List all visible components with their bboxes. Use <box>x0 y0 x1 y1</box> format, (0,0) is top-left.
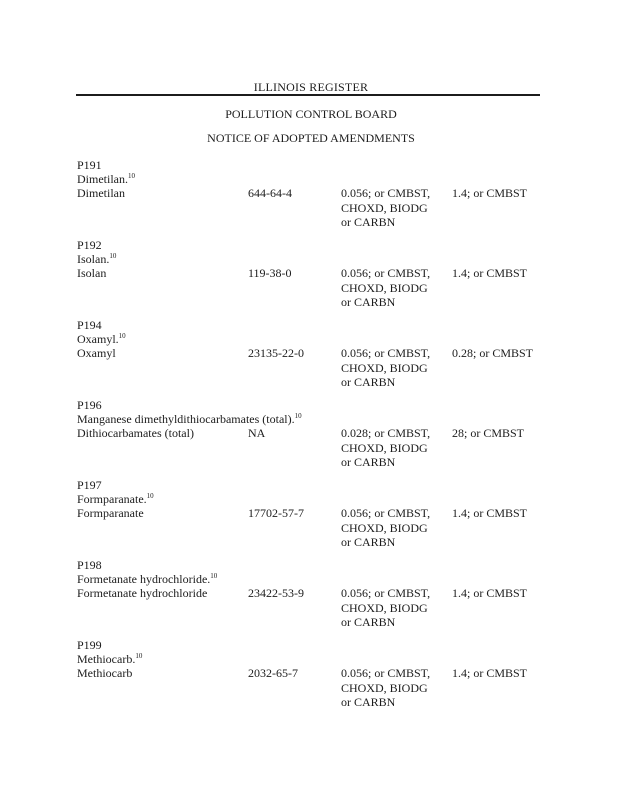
nonwastewater-standard: 1.4; or CMBST <box>452 586 528 600</box>
constituent-name: Isolan <box>77 266 107 280</box>
waste-code-entries <box>77 158 557 718</box>
constituent-name: Formparanate <box>77 506 144 520</box>
header-rule <box>76 94 540 96</box>
waste-entry <box>77 558 557 638</box>
waste-description-text: Formetanate hydrochloride. <box>77 572 211 586</box>
footnote-marker: 10 <box>109 252 117 260</box>
wastewater-line: 0.056; or CMBST, <box>341 586 431 600</box>
wastewater-line: CHOXD, BIODG <box>341 600 428 615</box>
nonwastewater-standard: 0.28; or CMBST <box>452 346 534 360</box>
wastewater-line: CHOXD, BIODG <box>341 680 428 695</box>
waste-description-text: Isolan. <box>77 252 110 266</box>
wastewater-line: CHOXD, BIODG <box>341 200 428 215</box>
nonwastewater-standard: 1.4; or CMBST <box>452 666 528 680</box>
cas-number: 119-38-0 <box>248 266 292 280</box>
wastewater-line: 0.056; or CMBST, <box>341 186 431 200</box>
wastewater-line: CHOXD, BIODG <box>341 520 428 535</box>
cas-number: 23135-22-0 <box>248 346 304 360</box>
wastewater-line: CHOXD, BIODG <box>341 280 428 295</box>
wastewater-line: or CARBN <box>341 535 396 549</box>
wastewater-standard <box>341 186 451 230</box>
waste-code: P196 <box>77 398 102 412</box>
notice-title: NOTICE OF ADOPTED AMENDMENTS <box>207 131 415 145</box>
waste-description <box>77 492 154 507</box>
wastewater-line: or CARBN <box>341 455 396 469</box>
wastewater-line: CHOXD, BIODG <box>341 440 428 455</box>
wastewater-line: 0.028; or CMBST, <box>341 426 431 440</box>
cas-number: 17702-57-7 <box>248 506 304 520</box>
waste-description-text: Methiocarb. <box>77 652 136 666</box>
cas-number: 23422-53-9 <box>248 586 304 600</box>
board-name: POLLUTION CONTROL BOARD <box>225 107 397 121</box>
waste-description-text: Oxamyl. <box>77 332 119 346</box>
wastewater-line: or CARBN <box>341 615 396 629</box>
wastewater-line: or CARBN <box>341 215 396 229</box>
register-title: ILLINOIS REGISTER <box>253 80 369 94</box>
wastewater-line: 0.056; or CMBST, <box>341 266 431 280</box>
wastewater-standard <box>341 666 451 710</box>
wastewater-line: or CARBN <box>341 695 396 709</box>
cas-number: NA <box>248 426 266 440</box>
footnote-marker: 10 <box>118 332 126 340</box>
waste-description <box>77 252 116 267</box>
wastewater-line: 0.056; or CMBST, <box>341 666 431 680</box>
cas-number: 644-64-4 <box>248 186 292 200</box>
waste-description <box>77 412 302 427</box>
wastewater-line: CHOXD, BIODG <box>341 360 428 375</box>
waste-description-text: Dimetilan. <box>77 172 128 186</box>
constituent-name: Dithiocarbamates (total) <box>77 426 194 440</box>
waste-description <box>77 332 126 347</box>
wastewater-line: or CARBN <box>341 375 396 389</box>
wastewater-standard <box>341 506 451 550</box>
nonwastewater-standard: 1.4; or CMBST <box>452 266 528 280</box>
wastewater-standard <box>341 586 451 630</box>
footnote-marker: 10 <box>210 572 218 580</box>
waste-entry <box>77 158 557 238</box>
footnote-marker: 10 <box>128 172 135 180</box>
nonwastewater-standard: 1.4; or CMBST <box>452 186 528 200</box>
waste-entry <box>77 398 557 478</box>
waste-code: P199 <box>77 638 102 652</box>
nonwastewater-standard: 1.4; or CMBST <box>452 506 528 520</box>
wastewater-line: or CARBN <box>341 295 396 309</box>
waste-description <box>77 172 135 187</box>
wastewater-standard <box>341 426 451 470</box>
constituent-name: Oxamyl <box>77 346 116 360</box>
wastewater-line: 0.056; or CMBST, <box>341 506 431 520</box>
constituent-name: Methiocarb <box>77 666 133 680</box>
cas-number: 2032-65-7 <box>248 666 298 680</box>
waste-code: P198 <box>77 558 102 572</box>
waste-description <box>77 572 217 587</box>
constituent-name: Formetanate hydrochloride <box>77 586 208 600</box>
footnote-marker: 10 <box>135 652 143 660</box>
waste-code: P194 <box>77 318 102 332</box>
footnote-marker: 10 <box>294 412 302 420</box>
waste-description-text: Manganese dimethyldithiocarbamates (total). <box>77 412 295 426</box>
nonwastewater-standard: 28; or CMBST <box>452 426 525 440</box>
waste-entry <box>77 318 557 398</box>
wastewater-standard <box>341 266 451 310</box>
wastewater-line: 0.056; or CMBST, <box>341 346 431 360</box>
waste-description <box>77 652 142 667</box>
footnote-marker: 10 <box>146 492 154 500</box>
waste-entry <box>77 238 557 318</box>
waste-code: P192 <box>77 238 102 252</box>
waste-code: P191 <box>77 158 102 172</box>
waste-description-text: Formparanate. <box>77 492 147 506</box>
wastewater-standard <box>341 346 451 390</box>
waste-entry <box>77 638 557 718</box>
constituent-name: Dimetilan <box>77 186 125 200</box>
waste-code: P197 <box>77 478 102 492</box>
waste-entry <box>77 478 557 558</box>
